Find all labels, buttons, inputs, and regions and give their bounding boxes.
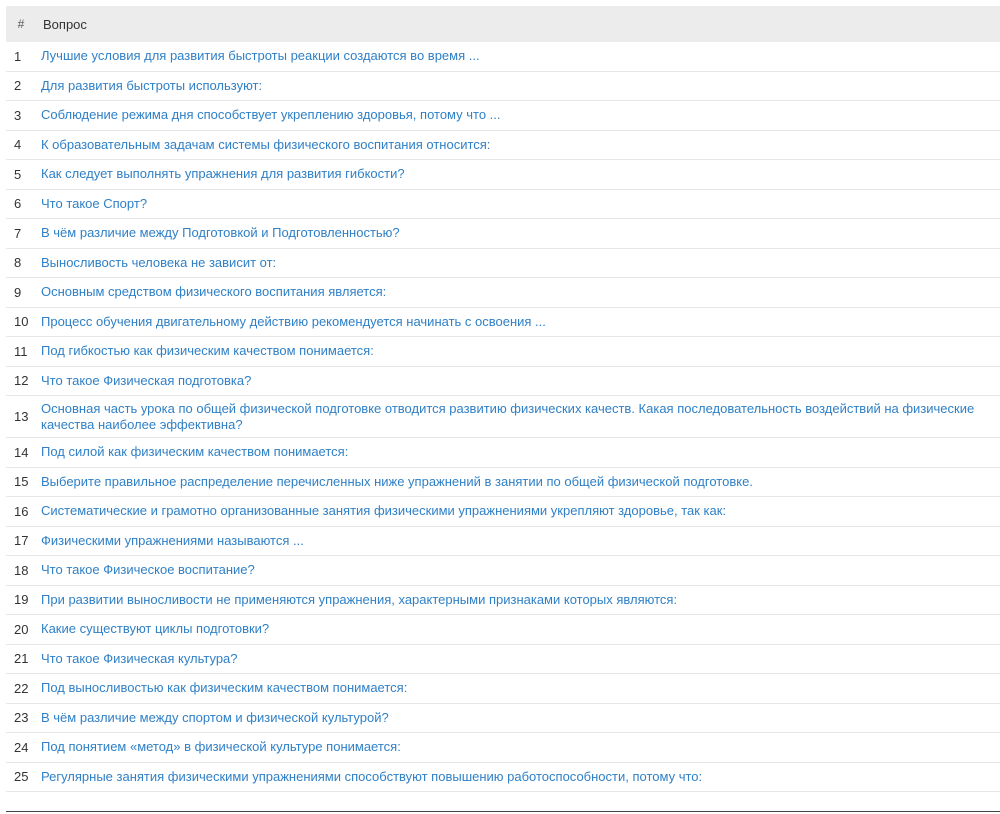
question-link[interactable]: В чём различие между Подготовкой и Подготовленностью?	[41, 225, 400, 241]
question-link[interactable]: Как следует выполнять упражнения для развития гибкости?	[41, 166, 405, 182]
row-number: 10	[14, 314, 29, 330]
table-row	[6, 438, 1000, 468]
row-number: 17	[14, 533, 29, 549]
table-row	[6, 674, 1000, 704]
question-link[interactable]: Выберите правильное распределение перечисленных ниже упражнений в занятии по общей физической подготовке.	[41, 473, 753, 489]
question-link[interactable]: К образовательным задачам системы физического воспитания относится:	[41, 136, 491, 152]
table-row	[6, 556, 1000, 586]
header-question: Вопрос	[43, 16, 87, 32]
row-number: 5	[14, 166, 22, 182]
row-number: 24	[14, 739, 29, 755]
row-number: 1	[14, 48, 22, 64]
row-number: 6	[14, 196, 22, 212]
question-link[interactable]: Систематические и грамотно организованные занятия физическими упражнениями укрепляют здоровье, так как:	[41, 503, 727, 519]
question-link[interactable]: Что такое Спорт?	[41, 195, 148, 211]
question-link[interactable]: Что такое Физическая культура?	[41, 650, 238, 666]
question-link[interactable]: Основная часть урока по общей физической подготовке отводится развитию физических качеств. Какая последовательность воздействий на физические качества наиболее эффективна?	[41, 400, 975, 432]
row-number: 19	[14, 592, 29, 608]
table-bottom-border	[6, 811, 1000, 812]
question-link[interactable]: Лучшие условия для развития быстроты реакции создаются во время ...	[41, 48, 480, 64]
header-number: #	[17, 17, 25, 31]
table-row	[6, 190, 1000, 220]
table-row	[6, 131, 1000, 161]
table-row	[6, 249, 1000, 279]
row-number: 21	[14, 651, 29, 667]
question-link[interactable]: В чём различие между спортом и физической культурой?	[41, 709, 389, 725]
row-number: 14	[14, 444, 29, 460]
table-row	[6, 278, 1000, 308]
table-row	[6, 497, 1000, 527]
question-link[interactable]: Что такое Физическое воспитание?	[41, 562, 255, 578]
table-row	[6, 42, 1000, 72]
question-link[interactable]: Под силой как физическим качеством понимается:	[41, 444, 349, 460]
row-number: 12	[14, 373, 29, 389]
question-link[interactable]: Под гибкостью как физическим качеством понимается:	[41, 343, 374, 359]
table-row	[6, 219, 1000, 249]
row-number: 15	[14, 474, 29, 490]
table-body	[6, 42, 1000, 792]
table-row	[6, 72, 1000, 102]
table-row	[6, 367, 1000, 397]
questions-table	[6, 6, 1000, 792]
question-link[interactable]: При развитии выносливости не применяются упражнения, характерными признаками которых являются:	[41, 591, 678, 607]
row-number: 25	[14, 769, 29, 785]
row-number: 16	[14, 503, 29, 519]
table-row	[6, 586, 1000, 616]
table-row	[6, 337, 1000, 367]
table-row	[6, 704, 1000, 734]
question-link[interactable]: Для развития быстроты используют:	[41, 77, 263, 93]
table-row	[6, 160, 1000, 190]
question-link[interactable]: Регулярные занятия физическими упражнениями способствуют повышению работоспособности, потому что:	[41, 768, 703, 784]
row-number: 13	[14, 409, 29, 424]
question-link[interactable]: Под выносливостью как физическим качеством понимается:	[41, 680, 408, 696]
question-link[interactable]: Процесс обучения двигательному действию рекомендуется начинать с освоения ...	[41, 313, 546, 329]
table-row	[6, 396, 1000, 438]
row-number: 7	[14, 225, 22, 241]
row-number: 22	[14, 680, 29, 696]
row-number: 2	[14, 78, 22, 94]
table-row	[6, 527, 1000, 557]
table-row	[6, 763, 1000, 793]
row-number: 3	[14, 107, 22, 123]
question-link[interactable]: Что такое Физическая подготовка?	[41, 372, 252, 388]
question-link[interactable]: Под понятием «метод» в физической культуре понимается:	[41, 739, 401, 755]
table-row	[6, 468, 1000, 498]
table-row	[6, 645, 1000, 675]
question-link[interactable]: Основным средством физического воспитания является:	[41, 284, 387, 300]
row-number: 9	[14, 284, 22, 300]
row-number: 20	[14, 621, 29, 637]
question-link[interactable]: Физическими упражнениями называются ...	[41, 532, 304, 548]
table-row	[6, 615, 1000, 645]
row-number: 8	[14, 255, 22, 271]
row-number: 18	[14, 562, 29, 578]
row-number: 4	[14, 137, 22, 153]
question-link[interactable]: Выносливость человека не зависит от:	[41, 254, 277, 270]
row-number: 11	[14, 343, 28, 359]
table-row	[6, 308, 1000, 338]
question-link[interactable]: Соблюдение режима дня способствует укреплению здоровья, потому что ...	[41, 107, 501, 123]
table-row	[6, 733, 1000, 763]
table-row	[6, 101, 1000, 131]
row-number: 23	[14, 710, 29, 726]
table-header	[6, 6, 1000, 42]
question-link[interactable]: Какие существуют циклы подготовки?	[41, 621, 270, 637]
